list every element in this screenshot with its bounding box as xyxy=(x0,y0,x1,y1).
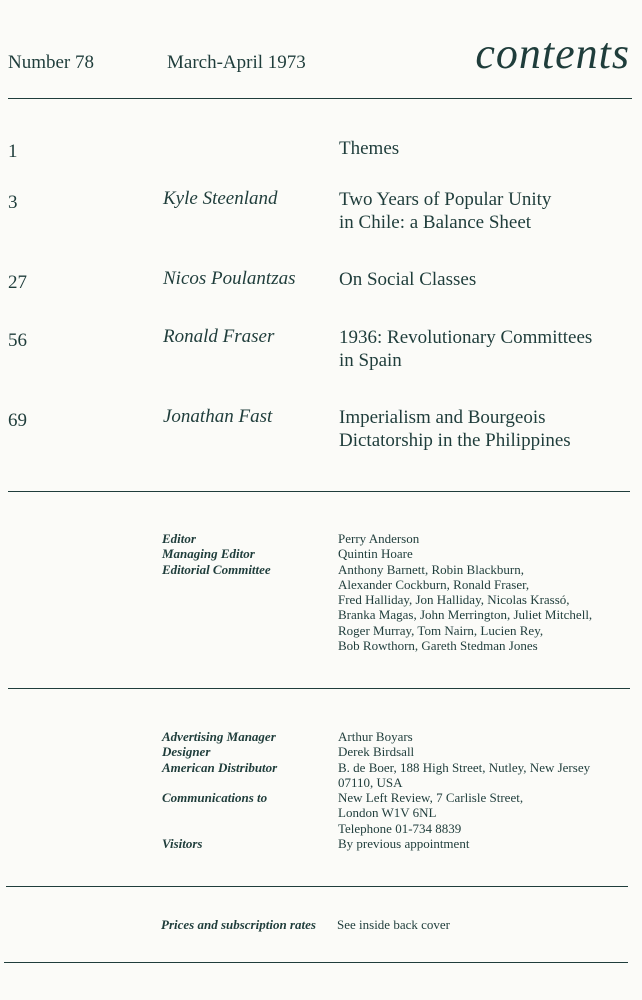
detail-line: Arthur Boyars xyxy=(338,729,413,744)
role-label: Managing Editor xyxy=(162,546,255,562)
toc-author: Jonathan Fast xyxy=(163,406,273,427)
detail-line: Telephone 01-734 8839 xyxy=(338,820,462,836)
toc-title-line: Themes xyxy=(339,138,400,159)
role-label: Editorial Committee xyxy=(162,561,271,577)
detail-line: Derek Birdsall xyxy=(338,744,415,760)
staff-name-line: Anthony Barnett, Robin Blackburn, xyxy=(338,561,524,577)
contents-heading: contents xyxy=(475,29,630,78)
role-label: Designer xyxy=(162,744,211,760)
toc-article-title[interactable] xyxy=(339,326,629,372)
staff-name-line: Fred Halliday, Jon Halliday, Nicolas Krassó, xyxy=(338,592,570,608)
business-details xyxy=(338,729,628,851)
toc-article-title[interactable] xyxy=(339,406,629,452)
detail-line: London W1V 6NL xyxy=(338,805,437,821)
toc-title-line: in Chile: a Balance Sheet xyxy=(339,212,532,233)
business-roles xyxy=(162,729,277,851)
toc-title-line: On Social Classes xyxy=(339,269,477,290)
issue-date: March-April 1973 xyxy=(167,52,306,73)
staff-name-line: Alexander Cockburn, Ronald Fraser, xyxy=(338,576,530,592)
toc-article-title[interactable] xyxy=(339,188,629,234)
toc-page-number: 1 xyxy=(8,141,18,162)
prices-value: See inside back cover xyxy=(337,917,450,932)
staff-name-line: Perry Anderson xyxy=(338,531,420,546)
staff-name-line: Roger Murray, Tom Nairn, Lucien Rey, xyxy=(338,622,544,638)
role-label: Communications to xyxy=(162,790,268,806)
detail-line: B. de Boer, 188 High Street, Nutley, New Jersey xyxy=(338,759,591,775)
role-label xyxy=(162,805,277,820)
role-label: American Distributor xyxy=(162,759,278,775)
role-label xyxy=(162,775,277,790)
role-label xyxy=(162,821,277,836)
detail-line: New Left Review, 7 Carlisle Street, xyxy=(338,790,524,806)
role-label: Advertising Manager xyxy=(162,729,276,744)
role-label: Visitors xyxy=(162,836,203,852)
staff-name-line: Branka Magas, John Merrington, Juliet Mitchell, xyxy=(338,607,593,623)
toc-page-number: 27 xyxy=(8,272,27,293)
toc-title-line: in Spain xyxy=(339,350,402,371)
role-label: Editor xyxy=(162,531,196,546)
prices-label: Prices and subscription rates xyxy=(161,917,316,932)
toc-author: Ronald Fraser xyxy=(163,326,275,347)
header-rule xyxy=(8,98,632,99)
toc-page-number: 69 xyxy=(8,410,27,431)
staff-name-line: Bob Rowthorn, Gareth Stedman Jones xyxy=(338,638,538,654)
business-rule xyxy=(6,886,628,887)
detail-line: 07110, USA xyxy=(338,774,403,790)
toc-title-line: Imperialism and Bourgeois xyxy=(339,407,546,428)
toc-title-line: Dictatorship in the Philippines xyxy=(339,430,571,451)
toc-author: Kyle Steenland xyxy=(163,188,278,209)
detail-line: By previous appointment xyxy=(338,836,470,852)
toc-article-title[interactable] xyxy=(339,268,629,291)
toc-article-title[interactable] xyxy=(339,137,629,160)
toc-title-line: 1936: Revolutionary Committees xyxy=(339,327,593,348)
toc-title-line: Two Years of Popular Unity xyxy=(339,189,552,210)
editorial-rule xyxy=(8,688,630,689)
editorial-names xyxy=(338,531,628,653)
editorial-roles xyxy=(162,531,271,577)
issue-number: Number 78 xyxy=(8,52,95,73)
toc-page-number: 3 xyxy=(8,192,18,213)
staff-name-line: Quintin Hoare xyxy=(338,546,413,562)
footer-rule xyxy=(4,962,628,963)
toc-page-number: 56 xyxy=(8,330,27,351)
toc-author: Nicos Poulantzas xyxy=(163,268,296,289)
toc-rule xyxy=(8,491,630,492)
